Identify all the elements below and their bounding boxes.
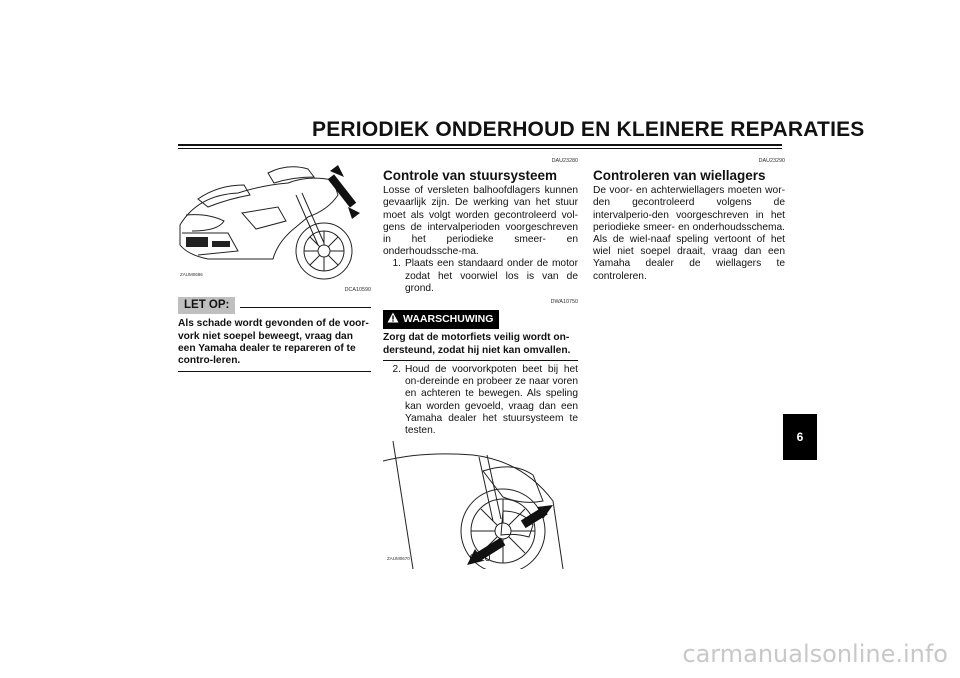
- fork-check-illustration-svg: [383, 441, 578, 569]
- warning-label: WAARSCHUWING: [403, 313, 494, 326]
- section-title: Controleren van wiellagers: [593, 168, 766, 184]
- warning-text: Zorg dat de motorfiets veilig wordt on-dersteund, zodat hij niet kan omvallen.: [383, 332, 571, 356]
- watermark: carmanualsonline.info: [682, 640, 948, 668]
- section-code: DAU23290: [758, 158, 785, 164]
- section-body: De voor- en achterwiellagers moeten wor-den gecontroleerd volgens de intervalperio-den voorgeschreven in het periodieke smeer- en onderhoudsschema. Als de wiel-naaf speling vertoont of het wiel niet soepel draait, vraag dan een Yamaha dealer de wiellagers te controleren.: [593, 185, 785, 282]
- header-rule-thin: [178, 148, 782, 149]
- step-1: [383, 258, 578, 295]
- step-number: 2.: [392, 364, 401, 376]
- page-number: 6-20: [469, 552, 491, 564]
- caution-text: Als schade wordt gevonden of de voor-vork niet soepel beweegt, vraag dan een Yamaha dealer te repareren of te contro-leren.: [178, 318, 369, 367]
- caution-rule: [240, 307, 371, 308]
- page-header-title: PERIODIEK ONDERHOUD EN KLEINERE REPARATIES: [312, 118, 865, 141]
- warning-label-box: [383, 310, 499, 329]
- right-column: [593, 155, 785, 283]
- fork-check-illustration: [383, 441, 578, 569]
- middle-column: [383, 155, 578, 569]
- step-number: 1.: [392, 258, 401, 270]
- warning-end-rule: [383, 360, 578, 361]
- caution-code: DCA10590: [344, 287, 371, 293]
- scooter-front-fork-illustration: [178, 155, 371, 280]
- caution-label: LET OP:: [178, 297, 235, 314]
- scooter-illustration-svg: [178, 155, 371, 280]
- header-rule: [178, 144, 782, 146]
- section-code: DAU23280: [551, 158, 578, 164]
- chapter-tab: 6: [783, 414, 817, 460]
- left-column: [178, 155, 371, 372]
- step-text: Plaats een standaard onder de motor zodat het voorwiel los is van de grond.: [405, 258, 578, 294]
- image-code: ZAUM0686: [180, 272, 203, 277]
- caution-header: [178, 297, 371, 315]
- step-2: [383, 364, 578, 437]
- step-text: Houd de voorvorkpoten beet bij het on-dereinde en probeer ze naar voren en achteren te bewegen. Als speling kan worden gevoeld, vraag dan een Yamaha dealer het stuursysteem te testen.: [405, 364, 578, 437]
- warning-code: DWA10750: [550, 299, 578, 306]
- section-intro: Losse of versleten balhoofdlagers kunnen gevaarlijk zijn. De werking van het stuur moet als volgt worden gecontroleerd vol-gens de intervalperioden voorgeschreven in het periodieke smeer- en onderhoudssche-ma.: [383, 185, 578, 258]
- warning-triangle-icon: [387, 312, 399, 327]
- image-code: ZAUM0670: [387, 556, 410, 562]
- warning-header: [383, 310, 578, 329]
- section-title: Controle van stuursysteem: [383, 168, 558, 184]
- caution-end-rule: [178, 371, 371, 372]
